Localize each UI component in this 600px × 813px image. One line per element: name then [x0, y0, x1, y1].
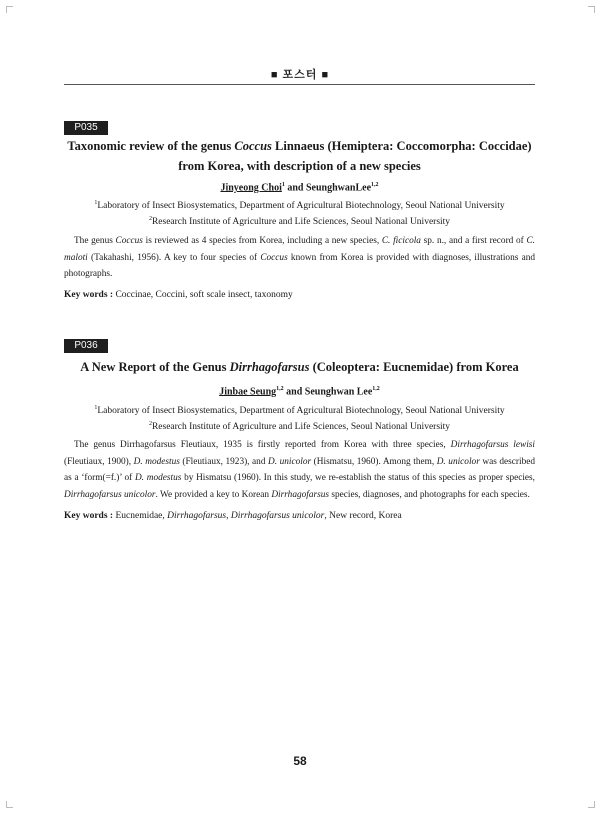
affiliation-text: Research Institute of Agriculture and Life Sciences, Seoul National University — [151, 217, 451, 228]
italic-text: D. unicolor — [268, 456, 312, 467]
author-list: Jinbae Seung$^{1,2}$ and Seunghwan Lee$^{1,2}$ — [219, 386, 380, 398]
italic-text: Dirrhagofarsus unicolor — [230, 511, 325, 521]
affiliation-marker: 2 — [148, 421, 152, 428]
crop-mark-bottom-right — [588, 801, 595, 808]
author-name: Seunghwan Lee — [304, 386, 373, 398]
keywords-label: Key words : — [64, 290, 114, 300]
poster-code-label: P036 — [64, 339, 108, 353]
affiliation-marker: 2 — [148, 216, 152, 223]
affiliation-line — [64, 418, 535, 434]
italic-text: Dirrhagofarsus unicolor — [64, 489, 156, 500]
abstract-text: The genus Dirrhagofarsus Fleutiaux, 1935 is firstly reported from Korea with three species, Dirrhagofarsus lewisi (Fleutiaux, 1900), D. modestus (Fleutiaux, 1923), and D. unicolor (Hismatsu, 1960). Among them, D. unicolor was described as a ‘form(=f.)’ of D. modestus by Hismatsu (1960). In this study, we re-establish the status of this species as proper species, Dirrhagofarsus unicolor. We provided a key to Korean Dirrhagofarsus species, diagnoses, and photographs for each species. — [64, 440, 535, 500]
affiliation-list — [64, 197, 535, 229]
page-number: 58 — [293, 754, 307, 768]
author-name: SeunghwanLee — [306, 182, 372, 194]
keywords-list: Coccinae, Coccini, soft scale insect, taxonomy — [113, 290, 293, 300]
author-affiliation-marker: 1,2 — [372, 386, 380, 392]
poster-code-label: P035 — [64, 121, 108, 135]
crop-mark-top-right — [588, 6, 595, 13]
poster-title-line: Taxonomic review of the genus Coccus Linnaeus (Hemiptera: Coccomorpha: Coccidae) — [67, 139, 532, 153]
author-affiliation-marker: 1,2 — [276, 386, 284, 392]
crop-mark-bottom-left — [6, 801, 13, 808]
poster-title — [64, 136, 535, 176]
italic-text: Coccus — [115, 236, 143, 246]
affiliation-text: Laboratory of Insect Biosystematics, Department of Agricultural Biotechnology, Seoul National University — [97, 406, 505, 417]
italic-text: Dirrhagofarsus lewisi — [450, 440, 535, 450]
keywords-label: Key words : — [64, 511, 114, 521]
affiliation-list — [64, 402, 535, 434]
header-divider — [64, 84, 535, 85]
italic-text: C. ficicola — [381, 236, 421, 246]
keywords-line — [64, 509, 535, 523]
author-name: Jinyeong Choi — [220, 182, 282, 194]
italic-text: C. maloti — [64, 236, 535, 263]
poster-title — [64, 357, 535, 377]
author-affiliation-marker: 1,2 — [371, 182, 379, 188]
poster-title-line: from Korea, with description of a new species — [178, 159, 421, 173]
affiliation-line — [64, 213, 535, 229]
affiliation-line — [64, 197, 535, 213]
author-list: Jinyeong Choi$^1$ and SeunghwanLee$^{1,2}$ — [220, 182, 379, 194]
crop-mark-top-left — [6, 6, 13, 13]
italic-text: Dirrhagofarsus — [229, 360, 310, 374]
section-header: ■ 포스터 ■ — [270, 69, 330, 81]
italic-text: Dirrhagofarsus — [167, 511, 227, 521]
abstract-text: The genus Coccus is reviewed as 4 species from Korea, including a new species, C. ficicola sp. n., and a first record of C. maloti (Takahashi, 1956). A key to four species of Coccus known from Korea is provided with diagnoses, illustrations and photographs. — [64, 236, 535, 279]
affiliation-line — [64, 402, 535, 418]
affiliation-marker: 1 — [94, 405, 98, 411]
italic-text: D. modestus — [134, 473, 182, 483]
affiliation-marker: 1 — [94, 200, 98, 206]
italic-text: Dirrhagofarsus — [271, 489, 330, 500]
poster-title-line: A New Report of the Genus Dirrhagofarsus (Coleoptera: Eucnemidae) from Korea — [80, 360, 519, 374]
italic-text: D. unicolor — [436, 456, 480, 467]
author-name: Jinbae Seung — [219, 386, 277, 398]
affiliation-text: Laboratory of Insect Biosystematics, Department of Agricultural Biotechnology, Seoul National University — [97, 201, 505, 212]
keywords-list: Eucnemidae, Dirrhagofarsus, Dirrhagofarsus unicolor, New record, Korea — [113, 511, 402, 521]
author-affiliation-marker: 1 — [281, 182, 285, 188]
italic-text: Coccus — [234, 139, 272, 153]
keywords-line — [64, 288, 535, 302]
italic-text: Coccus — [260, 252, 288, 263]
affiliation-text: Research Institute of Agriculture and Life Sciences, Seoul National University — [151, 422, 451, 433]
italic-text: D. modestus — [133, 456, 180, 467]
